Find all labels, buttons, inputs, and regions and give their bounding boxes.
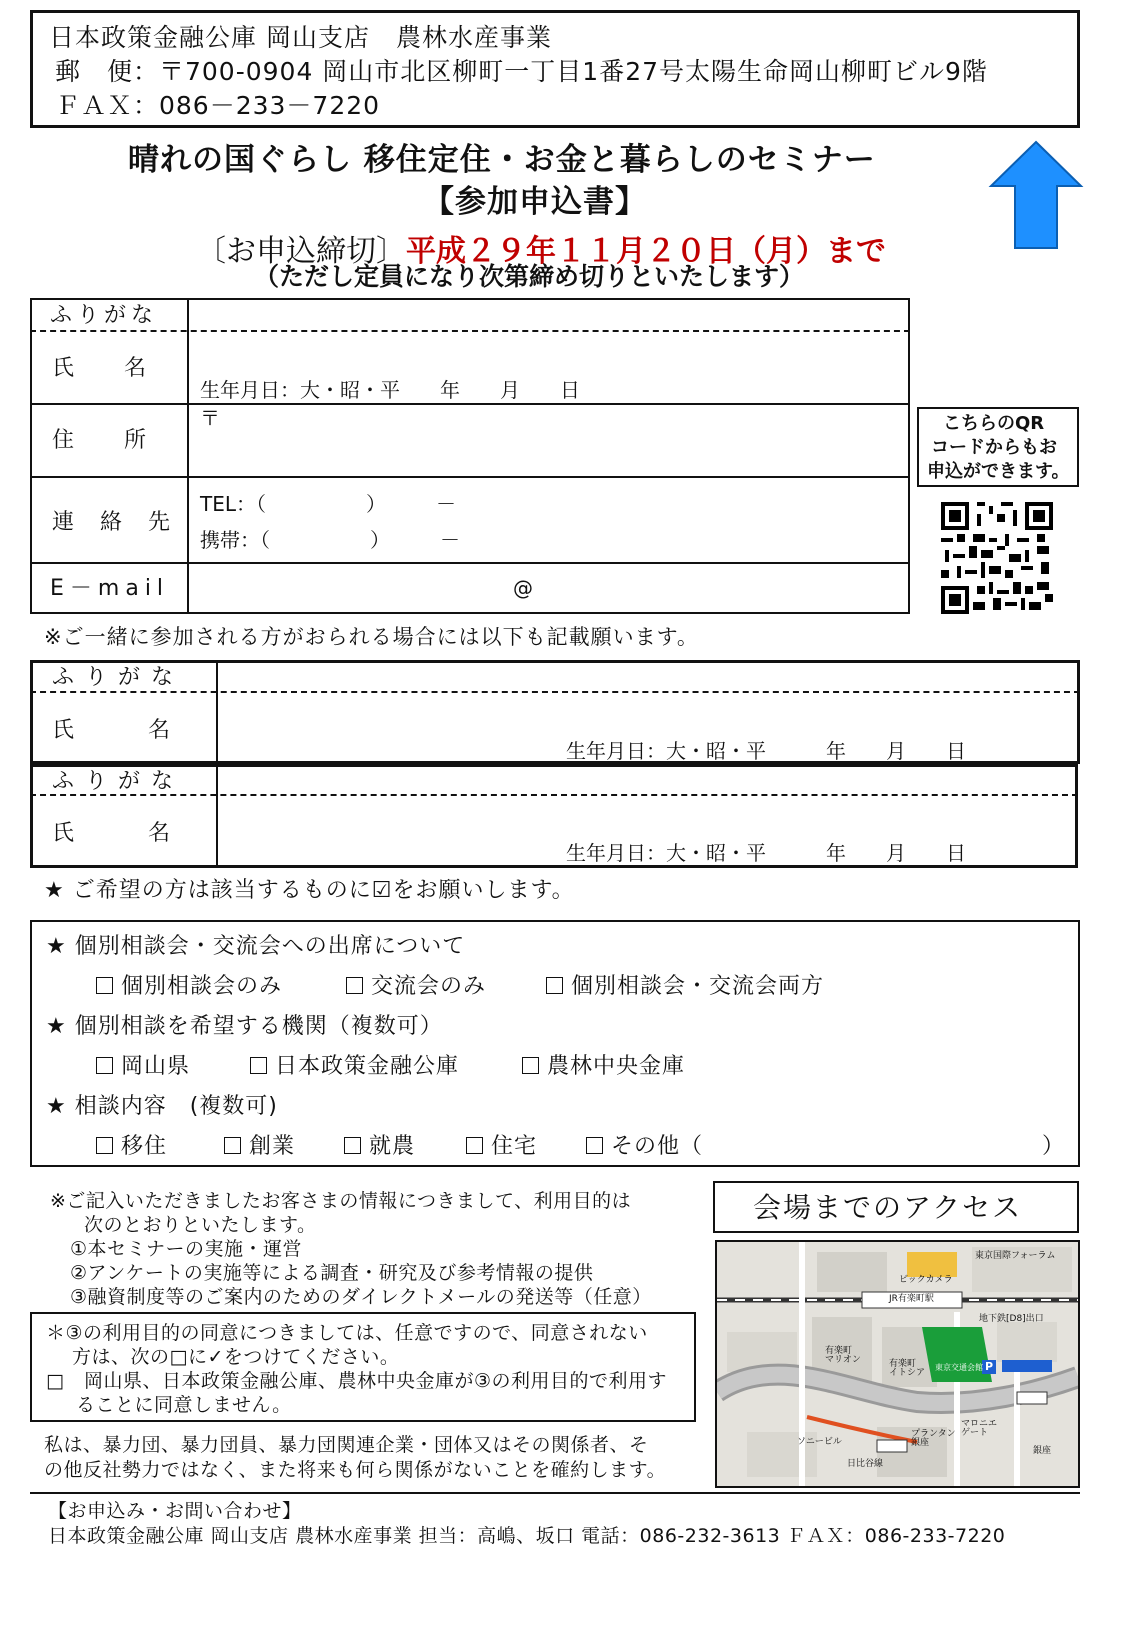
map-label-mall: 有楽町 マリオン [825,1346,861,1365]
q2-option-jfc[interactable]: 日本政策金融公庫 [250,1056,459,1078]
header-box [30,10,1080,128]
mobile-field[interactable]: 携帯：（ ） － [200,528,460,552]
up-arrow-icon [987,138,1085,253]
q3-heading: ★ 相談内容 (複数可) [46,1094,278,1119]
companion2-birthdate-field[interactable]: 生年月日：大・昭・平 年 月 日 [566,841,966,865]
map-label-forum: 東京国際フォーラム [975,1251,1056,1261]
privacy-item-1: ①本セミナーの実施・運営 [70,1238,303,1260]
companion2-name-label: 氏 名 [52,821,173,846]
map-label-printemps: プランタン 銀座 [911,1429,956,1448]
map-label-marronnier: マロニエ ゲート [961,1419,998,1438]
consent-line-2: 方は、次の□に✓をつけてください。 [72,1346,400,1368]
footer-heading: 【お申込み・お問い合わせ】 [48,1500,302,1522]
qr-caption-1: こちらのQR [943,413,1045,434]
contact-label: 連 絡 先 [52,510,173,535]
companion-note: ※ご一緒に参加される方がおられる場合には以下も記載願います。 [44,625,699,649]
q3-option-startup[interactable]: 創業 [224,1136,295,1158]
postal-mark: 〒 [200,406,220,430]
footer-box [30,1492,1080,1554]
q3-option-migration[interactable]: 移住 [96,1136,167,1158]
map-label-station: JR有楽町駅 [889,1294,934,1304]
address-label: 住 所 [52,428,149,453]
seminar-title: 晴れの国ぐらし 移住定住・お金と暮らしのセミナー [128,142,876,178]
furigana-label: ふりがな [50,303,159,328]
companion1-furigana-label: ふ り が な [52,665,175,690]
map-label-itocia: 有楽町 イトシア [889,1359,926,1378]
companion2-furigana-input[interactable] [220,767,1075,792]
check-instruction: ★ ご希望の方は該当するものに☑をお願いします。 [44,878,575,903]
header-address: 郵 便：〒700-0904 岡山市北区柳町一丁目1番27号太陽生命岡山柳町ビル9階 [55,57,988,86]
map-label-ginza: 銀座 [1033,1446,1052,1456]
consent-line-4: ることに同意しません。 [76,1394,292,1416]
q2-heading: ★ 個別相談を希望する機関（複数可） [46,1014,443,1039]
privacy-intro-1: ※ご記入いただきましたお客さまの情報につきまして、利用目的は [50,1190,632,1212]
pledge-line-2: の他反社勢力ではなく、また将来も何ら関係がないことを確約します。 [44,1459,667,1481]
access-title-box [713,1181,1079,1233]
options-box [30,920,1080,1167]
companion1-birthdate-field[interactable]: 生年月日：大・昭・平 年 月 日 [566,739,966,763]
email-label: E－mail [50,576,170,601]
q1-option-exchange[interactable]: 交流会のみ [346,976,486,998]
q3-option-other[interactable]: その他（ [586,1136,703,1158]
tel-field[interactable]: TEL：（ ） － [200,492,456,516]
qr-caption-3: 申込ができます。 [927,461,1070,482]
deadline-prefix: 〔お申込締切〕 [196,234,406,269]
q1-option-both[interactable]: 個別相談会・交流会両方 [546,976,824,998]
header-fax: ＦＡＸ：086－233－7220 [55,91,381,120]
companion1-furigana-input[interactable] [220,663,1075,689]
map-label-sony: ソニービル [797,1437,842,1447]
q3-option-farming[interactable]: 就農 [344,1136,415,1158]
companion1-name-label: 氏 名 [52,718,173,743]
map-label-bic: ビックカメラ [899,1275,953,1285]
header-branch: 日本政策金融公庫 岡山支店 農林水産事業 [49,23,552,52]
email-input[interactable]: @ [513,576,533,600]
qr-caption-2: コードからもお [931,437,1057,458]
pledge-line-1: 私は、暴力団、暴力団員、暴力団関連企業・団体又はその関係者、そ [44,1434,649,1456]
consent-box [30,1312,696,1422]
furigana-input[interactable] [190,300,906,328]
qr-caption-box [917,407,1079,487]
consent-checkbox-line[interactable]: □ 岡山県、日本政策金融公庫、農林中央金庫が③の利用目的で利用す [46,1370,667,1392]
q2-option-norinchukin[interactable]: 農林中央金庫 [522,1056,685,1078]
privacy-item-2: ②アンケートの実施等による調査・研究及び参考情報の提供 [70,1262,594,1284]
name-input[interactable] [190,333,906,378]
q3-other-close: ） [1042,1134,1066,1159]
companion2-furigana-label: ふ り が な [52,769,175,794]
privacy-item-3: ③融資制度等のご案内のためのダイレクトメールの発送等（任意） [70,1286,652,1308]
q2-option-okayama[interactable]: 岡山県 [96,1056,190,1078]
map-label-venue: 東京交通会館 [935,1363,983,1372]
privacy-intro-2: 次のとおりといたします。 [84,1214,317,1236]
name-label: 氏 名 [52,356,149,381]
q1-option-consult[interactable]: 個別相談会のみ [96,976,282,998]
footer-contact: 日本政策金融公庫 岡山支店 農林水産事業 担当：高嶋、坂口 電話：086-232-3613 ＦＡＸ：086-233-7220 [48,1525,1006,1547]
map-label-parking: P [985,1360,994,1373]
map-label-exit: 地下鉄[D8]出口 [979,1314,1044,1324]
q3-option-housing[interactable]: 住宅 [466,1136,537,1158]
deadline-note: （ただし定員になり次第締め切りといたします） [254,262,805,291]
qr-code-icon[interactable] [941,502,1053,614]
deadline-date: 平成２９年１１月２０日（月）まで [406,234,886,269]
map-label-hibiya: 日比谷線 [847,1459,884,1469]
access-title: 会場までのアクセス [753,1191,1023,1224]
access-map[interactable] [715,1240,1080,1488]
birthdate-field[interactable]: 生年月日：大・昭・平 年 月 日 [200,378,580,402]
q1-heading: ★ 個別相談会・交流会への出席について [46,934,466,959]
consent-line-1: ＊③の利用目的の同意につきましては、任意ですので、同意されない [46,1322,648,1344]
address-input[interactable] [190,406,906,474]
form-title: 【参加申込書】 [423,184,647,220]
